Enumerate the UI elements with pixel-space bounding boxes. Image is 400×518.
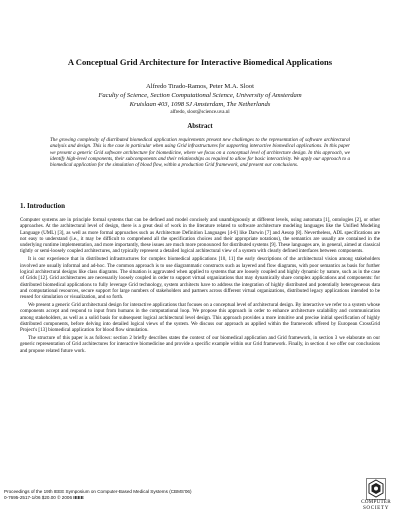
intro-paragraph-1: Computer systems are in principle formal systems that can be defined and model concisely and unambiguously at different levels, using automata [1], ontologies [2], or other approaches. At the architectural level of design, there is a great deal of work in the literature related to software architecture modeling languages like the Unified Modeling Language (UML) [3], as well as more formal approaches such as Architecture Definition Languages [4-6] like Darwin [7] and Aesop [8]. Nevertheless, ADL specifications are not easy to understand (i.e., it may be difficult to comprehend all the specification choices and their appropriate notations), the semantics are usually are contained in the underlying runtime implementation, and more importantly, these issues are much more pronounced for distributed systems [9]. These languages are, in general, aimed at classical tightly or semi-loosely coupled architectures, and typically represent a detailed logical architectural view of a system with clearly defined interfaces between components. bbox=[20, 217, 380, 255]
logo-word-society: SOCIETY bbox=[362, 504, 390, 511]
author-block bbox=[20, 83, 380, 116]
author-email: alfredo, sloot@science.uva.nl bbox=[170, 110, 230, 116]
abstract-text: The growing complexity of distributed biomedical application requirements present new challenges to the representation of software architectural analysis and design. This is the case in particular when using Grid infrastructures for supporting interactive biomedical applications. In this paper we present a generic Grid software architecture for biomedicine, where we focus on a conceptual level of architecture design. In this approach, we identify high-level components, their subcomponents and their relationships as required to allow for basic interactivity. We apply our approach to a biomedical application for the simulation of blood flow, within a production Grid framework, and present our conclusions. bbox=[50, 137, 350, 169]
isbn-line bbox=[4, 495, 192, 501]
isbn-text: 0-7695-2517-1/06 $20.00 © 2006 bbox=[4, 494, 73, 500]
proceedings-line: Proceedings of the 19th IEEE Symposium on Computer-Based Medical Systems (CBMS'06) bbox=[4, 489, 192, 494]
logo-word-computer: COMPUTER bbox=[361, 499, 391, 505]
intro-paragraph-4: The structure of this paper is as follows: section 2 briefly describes states the context of our biomedical application and Grid framework, in section 3 we elaborate on our generic representation of Grid architectures for interactive biomedicine and provide a specific example within our Grid framework. Finally, in section 4 we offer our conclusions and propose related future work. bbox=[20, 335, 380, 354]
proceedings-footer bbox=[4, 489, 192, 501]
computer-society-logo bbox=[356, 478, 396, 511]
intro-paragraph-3: We present a generic Grid architectural design for interactive applications that focuses on a conceptual level of architectural design. By interactive we refer to a system whose components accept and respond to input from humans in the computational loop. We propose this approach in order to enhance architecture scalability and communication among stakeholders, as well as a solid basis for subsequent logical architectural level design. This approach provides a more intuitive and precise initial specification of highly distributed components, before delving into detailed logical views of the system. We discuss our approach as applied within the framework offered by European CrossGrid Project's [13] biomedical application for blood flow simulation. bbox=[20, 302, 380, 334]
introduction-body bbox=[20, 217, 380, 356]
ieee-logo: IEEE bbox=[73, 494, 84, 500]
abstract-heading: Abstract bbox=[187, 123, 213, 130]
author-names: Alfredo Tirado-Ramos, Peter M.A. Sloot bbox=[146, 83, 254, 90]
affiliation-line-1: Faculty of Science, Section Computational Science, University of Amsterdam bbox=[98, 91, 302, 99]
paper-title: A Conceptual Grid Architecture for Interactive Biomedical Applications bbox=[67, 57, 333, 67]
computer-society-emblem-icon bbox=[366, 478, 386, 500]
intro-paragraph-2: It is our experience that in distributed infrastructures for complex biomedical applications [10, 11] the early descriptions of the architectural vision among stakeholders involved are usually informal and ad-hoc. The common approach is to use diagrammatic constructs such as layered and flow diagrams, with poor semantics as basis for further logical architectural designs like class diagrams. The situation is aggravated when applied to systems that are loosely coupled and highly dynamic by nature, such as in the case of Grids [12]. Grid architectures are necessarily loosely coupled in order to support virtual organizations that may dynamically share complex applications and components: for distributed biomedical applications to fully leverage Grid technology, system architects have to address the integration of highly distributed and potentially heterogeneous data and computational resources, secure support for large numbers of stakeholders and partners across different virtual organizations, distributed legacy applications intended to be reused for simulation or visualization, and so forth. bbox=[20, 256, 380, 301]
affiliation-line-2: Kruislaan 403, 1098 SJ Amsterdam, The Netherlands bbox=[129, 100, 271, 108]
section-heading: 1. Introduction bbox=[20, 202, 65, 210]
